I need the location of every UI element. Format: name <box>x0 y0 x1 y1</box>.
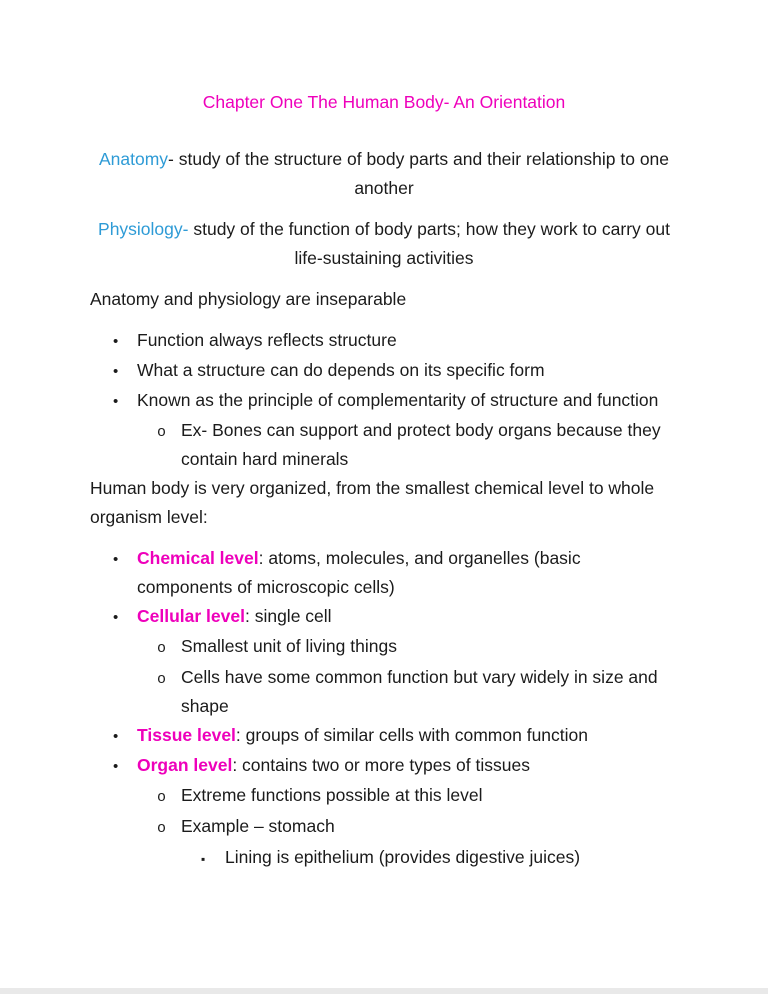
anatomy-definition-text: - study of the structure of body parts and their relationship to one another <box>168 149 670 198</box>
disc-bullet-icon: • <box>113 393 119 410</box>
circle-bullet-icon: o <box>157 424 167 441</box>
list-item-text <box>137 544 678 602</box>
list-item-text <box>137 721 678 750</box>
list-item-text: What a structure can do depends on its specific form <box>137 360 545 380</box>
disc-bullet-icon: • <box>113 551 119 568</box>
paragraph-organized: Human body is very organized, from the smallest chemical level to whole organism level: <box>90 478 655 527</box>
circle-bullet-icon: o <box>157 820 167 837</box>
list-item-text: Extreme functions possible at this level <box>181 785 483 805</box>
chemical-level-text: : atoms, molecules, and organelles (basic components of microscopic cells) <box>137 548 581 597</box>
definition-physiology <box>90 215 678 273</box>
list-item <box>90 781 678 812</box>
organization-levels-list <box>90 544 678 874</box>
list-item-text: Known as the principle of complementarity of structure and function <box>137 390 659 410</box>
list-item <box>90 544 678 602</box>
list-item <box>90 843 678 874</box>
list-item <box>90 356 678 386</box>
disc-bullet-icon: • <box>113 333 119 350</box>
circle-bullet-icon: o <box>157 789 167 806</box>
list-item <box>90 386 678 416</box>
list-item <box>90 632 678 663</box>
list-item <box>90 663 678 721</box>
physiology-term: Physiology- <box>98 219 189 239</box>
list-item-text: Smallest unit of living things <box>181 636 397 656</box>
list-item <box>90 416 678 474</box>
list-item <box>90 602 678 632</box>
square-bullet-icon: ▪ <box>201 852 206 866</box>
tissue-level-text: : groups of similar cells with common function <box>235 725 588 745</box>
list-item-text <box>137 602 678 631</box>
cellular-level-label: Cellular level <box>137 606 245 626</box>
organ-level-text: : contains two or more types of tissues <box>232 755 530 775</box>
list-item-text: Ex- Bones can support and protect body organs because they contain hard minerals <box>181 420 661 469</box>
list-item-text: Example – stomach <box>181 816 335 836</box>
chemical-level-label: Chemical level <box>137 548 259 568</box>
page-title: Chapter One The Human Body- An Orientation <box>202 92 566 112</box>
circle-bullet-icon: o <box>157 640 167 657</box>
list-item-text <box>137 751 678 780</box>
disc-bullet-icon: • <box>113 609 119 626</box>
list-item <box>90 751 678 781</box>
page-bottom-edge <box>0 988 768 994</box>
cellular-level-text: : single cell <box>244 606 332 626</box>
tissue-level-label: Tissue level <box>137 725 236 745</box>
definition-anatomy <box>90 145 678 203</box>
anatomy-term: Anatomy <box>98 149 169 169</box>
list-item <box>90 326 678 356</box>
paragraph-inseparable: Anatomy and physiology are inseparable <box>90 289 407 309</box>
list-item <box>90 721 678 751</box>
disc-bullet-icon: • <box>113 758 119 775</box>
organ-level-label: Organ level <box>137 755 233 775</box>
disc-bullet-icon: • <box>113 363 119 380</box>
physiology-definition-text: study of the function of body parts; how they work to carry out life-sustaining activities <box>188 219 670 268</box>
disc-bullet-icon: • <box>113 728 119 745</box>
list-item-text: Lining is epithelium (provides digestive juices) <box>225 847 581 867</box>
structure-bullet-list <box>90 326 678 474</box>
list-item-text: Cells have some common function but vary widely in size and shape <box>181 667 658 716</box>
list-item-text: Function always reflects structure <box>137 330 397 350</box>
circle-bullet-icon: o <box>157 671 167 688</box>
list-item <box>90 812 678 843</box>
